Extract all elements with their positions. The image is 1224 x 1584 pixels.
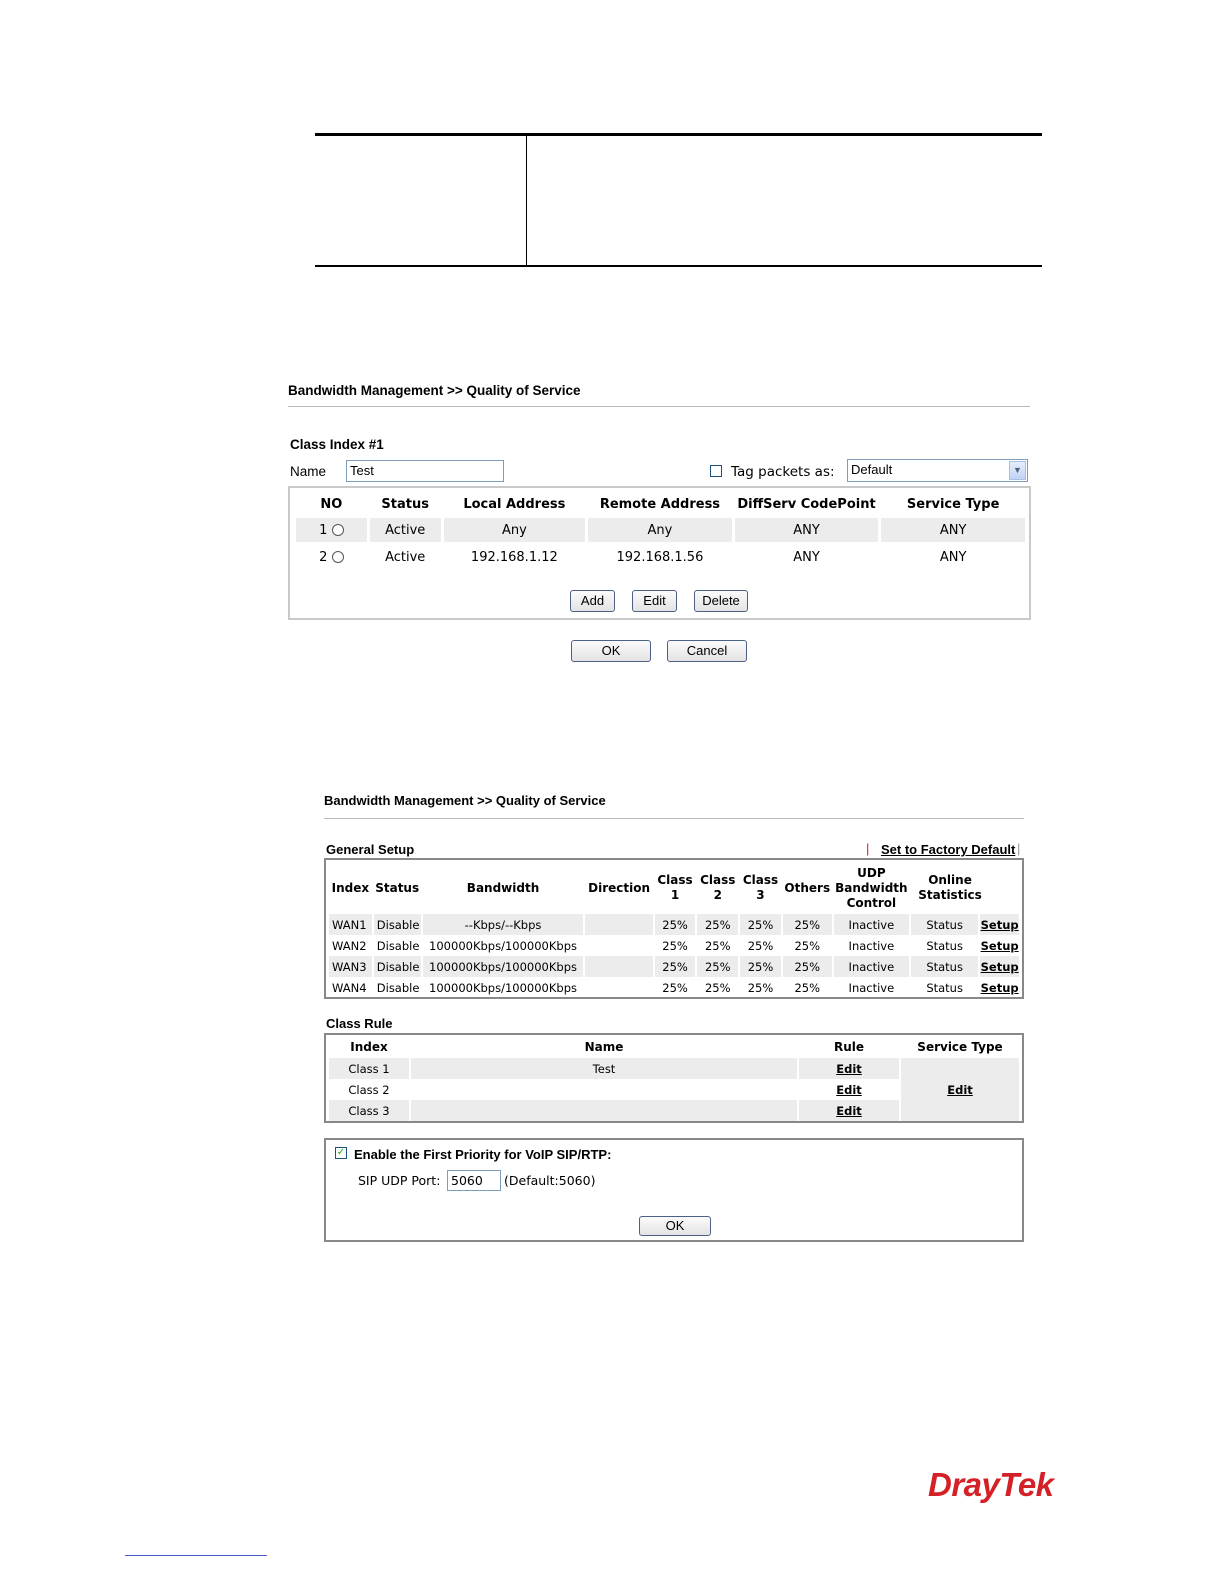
sip-default-hint: (Default:5060) xyxy=(504,1173,596,1188)
divider xyxy=(324,818,1024,819)
row-service: ANY xyxy=(881,518,1025,542)
row-dscp: ANY xyxy=(735,518,879,542)
col-udp-a: UDP xyxy=(857,865,886,880)
divider xyxy=(288,406,1030,407)
col-class1-a: Class xyxy=(657,873,693,887)
wan-others: 25% xyxy=(794,938,821,953)
rule-name xyxy=(411,1100,797,1121)
wan-index: WAN3 xyxy=(329,956,372,977)
wan-others: 25% xyxy=(783,914,832,935)
table-divider xyxy=(526,136,527,265)
wan-status-link[interactable]: Status xyxy=(911,914,978,935)
col-no: NO xyxy=(320,496,343,512)
col-udp xyxy=(834,862,909,914)
general-setup-panel xyxy=(324,858,1024,999)
row-local: 192.168.1.12 xyxy=(470,549,558,565)
voip-checkbox[interactable]: ✓ xyxy=(336,1147,346,1158)
wan-direction xyxy=(585,914,652,935)
col-others: Others xyxy=(784,880,831,895)
table-row xyxy=(329,1058,1019,1079)
general-setup-title: General Setup xyxy=(326,842,415,857)
wan-class2: 25% xyxy=(697,914,738,935)
wan-class3: 25% xyxy=(747,938,774,953)
footer-rule xyxy=(125,1555,267,1556)
voip-label: Enable the First Priority for VoIP SIP/RTP: xyxy=(354,1147,612,1162)
rule-index: Class 2 xyxy=(348,1082,390,1097)
wan-class1: 25% xyxy=(655,956,696,977)
row-dscp: ANY xyxy=(793,549,820,565)
wan-index: WAN4 xyxy=(332,980,367,995)
col-rule-name: Name xyxy=(584,1040,624,1054)
manual-table xyxy=(315,133,1042,267)
sip-port-label: SIP UDP Port: xyxy=(358,1173,441,1188)
wan-table xyxy=(327,862,1021,998)
col-remote-address: Remote Address xyxy=(599,496,721,512)
rule-edit-link[interactable]: Edit xyxy=(799,1100,899,1121)
wan-direction xyxy=(585,956,652,977)
row-no-cell xyxy=(296,545,367,569)
delete-button[interactable]: Delete xyxy=(694,590,748,612)
col-rule-service: Service Type xyxy=(917,1040,1003,1054)
col-class2-a: Class xyxy=(700,873,736,887)
edit-button[interactable]: Edit xyxy=(632,590,677,612)
wan-class2: 25% xyxy=(697,956,738,977)
wan-class1: 25% xyxy=(655,914,696,935)
wan-index: WAN1 xyxy=(329,914,372,935)
wan-index: WAN2 xyxy=(332,938,367,953)
col-rule-rule: Rule xyxy=(833,1040,865,1054)
cancel-button[interactable]: Cancel xyxy=(667,640,747,662)
rule-edit-link[interactable]: Edit xyxy=(799,1058,899,1079)
table-row xyxy=(329,914,1019,935)
rule-name: Test xyxy=(411,1058,797,1079)
tag-select[interactable] xyxy=(847,459,1028,482)
voip-panel xyxy=(324,1138,1024,1242)
row-service: ANY xyxy=(939,549,967,565)
wan-udp: Inactive xyxy=(848,938,895,953)
col-status: Status xyxy=(375,880,420,895)
voip-ok-button[interactable]: OK xyxy=(639,1216,711,1236)
class-rule-title: Class Rule xyxy=(326,1016,393,1031)
tag-select-value: Default xyxy=(851,462,893,477)
breadcrumb: Bandwidth Management >> Quality of Service xyxy=(288,383,581,398)
col-local-address: Local Address xyxy=(463,496,566,512)
col-class1 xyxy=(655,862,696,914)
row-remote: 192.168.1.56 xyxy=(616,549,704,565)
class-rule-table xyxy=(327,1037,1021,1121)
wan-class3: 25% xyxy=(740,914,781,935)
row-radio[interactable] xyxy=(332,551,344,563)
tag-packets-checkbox[interactable] xyxy=(710,465,722,477)
col-online-b: Statistics xyxy=(918,888,982,902)
wan-status: Disable xyxy=(376,980,420,995)
rules-panel xyxy=(288,486,1031,620)
wan-setup-link[interactable]: Setup xyxy=(980,938,1019,953)
wan-class1: 25% xyxy=(662,938,688,953)
wan-setup-link[interactable]: Setup xyxy=(980,980,1019,995)
chevron-down-icon[interactable]: ▼ xyxy=(1009,461,1026,480)
col-udp-b: Bandwidth xyxy=(835,880,908,895)
wan-bandwidth: 100000Kbps/100000Kbps xyxy=(429,980,577,995)
wan-bandwidth: 100000Kbps/100000Kbps xyxy=(429,938,577,953)
wan-direction xyxy=(585,935,652,956)
row-local: Any xyxy=(444,518,586,542)
row-radio[interactable] xyxy=(332,524,344,536)
row-remote: Any xyxy=(588,518,732,542)
col-class3-b: 3 xyxy=(756,888,765,902)
wan-others: 25% xyxy=(794,980,821,995)
separator: | xyxy=(1017,841,1021,856)
col-dscp: DiffServ CodePoint xyxy=(737,496,876,512)
wan-status: Disable xyxy=(374,956,421,977)
table-row xyxy=(296,518,1025,542)
row-no: 2 xyxy=(319,549,328,565)
col-service-type: Service Type xyxy=(906,496,1000,512)
wan-status-link[interactable]: Status xyxy=(926,980,963,995)
wan-class2: 25% xyxy=(704,938,731,953)
wan-status-link[interactable]: Status xyxy=(911,956,978,977)
wan-class2: 25% xyxy=(704,980,731,995)
wan-udp: Inactive xyxy=(848,980,895,995)
col-class1-b: 1 xyxy=(670,888,680,902)
row-status: Active xyxy=(385,549,426,565)
factory-default-link[interactable]: Set to Factory Default xyxy=(881,842,1016,857)
col-rule-index: Index xyxy=(350,1040,388,1054)
draytek-logo: DrayTek xyxy=(928,1466,1054,1503)
col-class2 xyxy=(697,862,738,914)
separator: | xyxy=(866,841,870,856)
wan-class3: 25% xyxy=(747,980,774,995)
row-no: 1 xyxy=(319,522,328,538)
col-class2-b: 2 xyxy=(713,888,722,902)
wan-setup-link[interactable]: Setup xyxy=(980,956,1019,977)
col-status: Status xyxy=(381,496,429,512)
tag-packets-label: Tag packets as: xyxy=(731,464,835,480)
wan-setup-link[interactable]: Setup xyxy=(980,914,1019,935)
row-status: Active xyxy=(370,518,441,542)
wan-direction xyxy=(585,977,652,998)
rules-table xyxy=(293,490,1028,572)
wan-bandwidth: --Kbps/--Kbps xyxy=(423,914,584,935)
wan-udp: Inactive xyxy=(834,914,909,935)
col-class3 xyxy=(740,862,781,914)
col-direction: Direction xyxy=(588,880,651,895)
wan-status-link[interactable]: Status xyxy=(926,938,963,953)
breadcrumb: Bandwidth Management >> Quality of Service xyxy=(324,793,606,808)
class-rule-panel xyxy=(324,1033,1024,1123)
col-online-a: Online xyxy=(928,873,972,887)
name-input[interactable]: Test xyxy=(346,460,504,482)
rule-name xyxy=(411,1079,797,1100)
table-row xyxy=(329,935,1019,956)
class-index-title: Class Index #1 xyxy=(290,437,384,452)
table-row xyxy=(329,977,1019,998)
col-online xyxy=(911,862,1019,914)
col-index: Index xyxy=(331,880,370,895)
rule-index: Class 1 xyxy=(329,1058,409,1079)
wan-status: Disable xyxy=(374,914,421,935)
wan-others: 25% xyxy=(783,956,832,977)
wan-status: Disable xyxy=(376,938,420,953)
name-label: Name xyxy=(290,464,327,479)
wan-udp: Inactive xyxy=(834,956,909,977)
table-row xyxy=(296,545,1025,569)
ok-button[interactable]: OK xyxy=(571,640,651,662)
add-button[interactable]: Add xyxy=(570,590,615,612)
rule-edit-link[interactable]: Edit xyxy=(836,1082,862,1097)
table-row xyxy=(329,956,1019,977)
wan-class1: 25% xyxy=(662,980,688,995)
service-edit-link[interactable]: Edit xyxy=(901,1058,1019,1121)
col-class3-a: Class xyxy=(742,873,779,887)
wan-bandwidth: 100000Kbps/100000Kbps xyxy=(423,956,584,977)
col-udp-c: Control xyxy=(846,895,897,910)
col-bandwidth: Bandwidth xyxy=(466,880,540,895)
rule-index: Class 3 xyxy=(329,1100,409,1121)
wan-class3: 25% xyxy=(740,956,781,977)
sip-port-input[interactable]: 5060 xyxy=(447,1170,501,1191)
row-no-cell xyxy=(296,518,367,542)
